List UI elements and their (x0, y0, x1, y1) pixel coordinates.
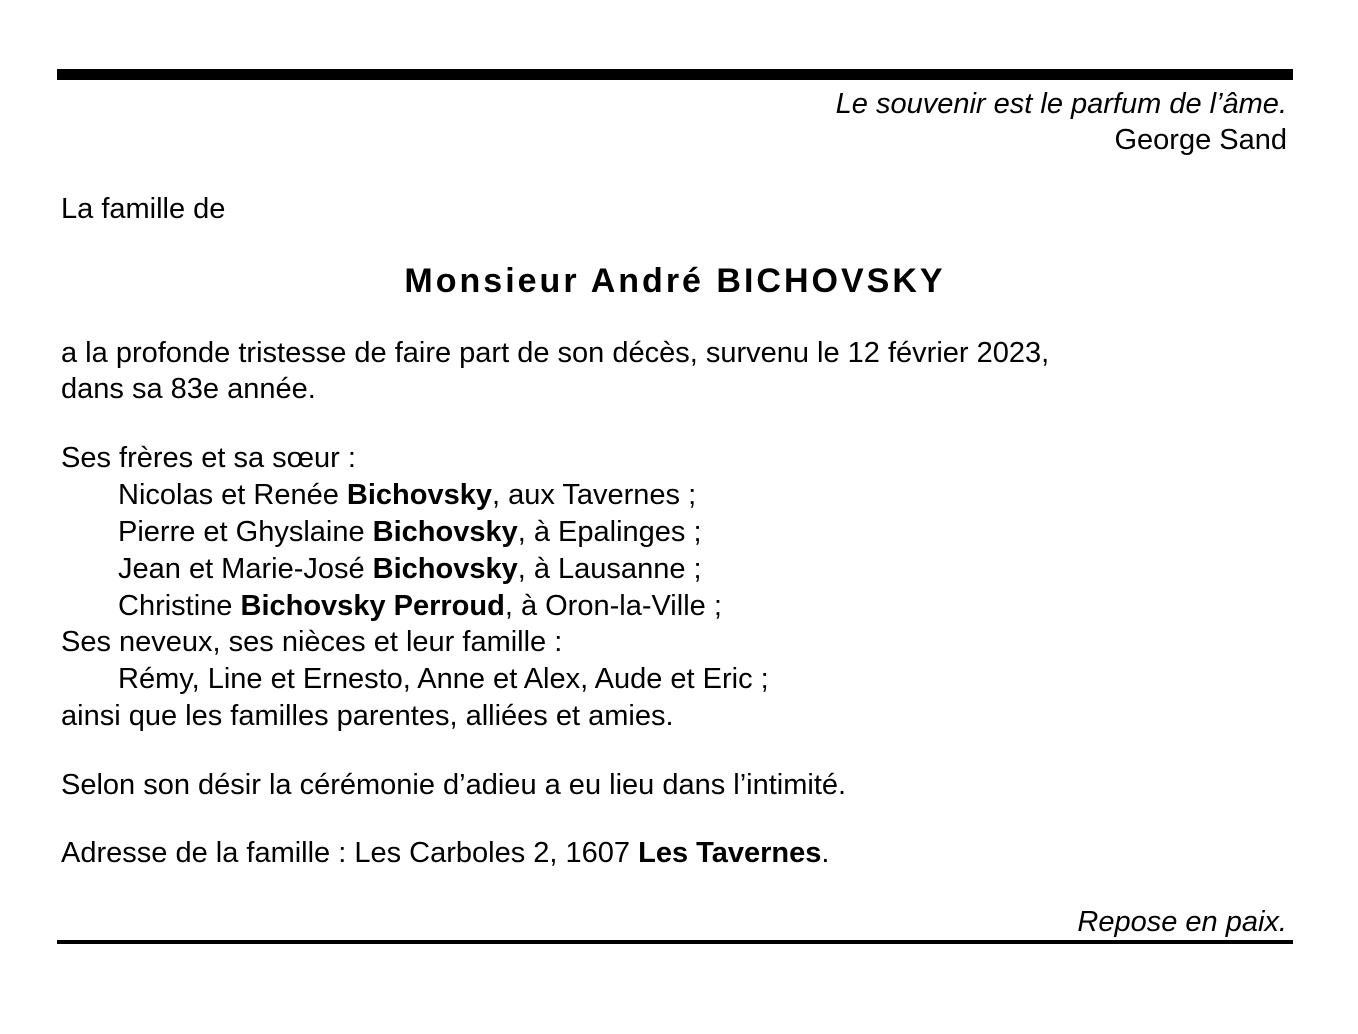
ceremony-text: Selon son désir la cérémonie d’adieu a eu lieu dans l’intimité. (61, 769, 847, 801)
deceased-name: Monsieur André BICHOVSKY (404, 262, 946, 300)
epigraph-author: George Sand (1114, 124, 1287, 156)
sibling-entry: Nicolas et Renée Bichovsky, aux Tavernes ; (118, 479, 697, 511)
top-divider (57, 69, 1293, 80)
nephews-heading: Ses neveux, ses nièces et leur famille : (61, 626, 563, 658)
closing-text: Repose en paix. (1077, 906, 1287, 938)
announcement-line-2: dans sa 83e année. (61, 373, 316, 405)
sibling-entry: Pierre et Ghyslaine Bichovsky, à Epalinges ; (118, 516, 702, 548)
intro-text: La famille de (61, 193, 226, 225)
bottom-divider (57, 940, 1293, 944)
siblings-heading: Ses frères et sa sœur : (61, 442, 356, 474)
nephews-names: Rémy, Line et Ernesto, Anne et Alex, Aude et Eric ; (118, 663, 769, 695)
families-line: ainsi que les familles parentes, alliées et amies. (61, 700, 674, 732)
sibling-entry: Jean et Marie-José Bichovsky, à Lausanne ; (118, 553, 702, 585)
epigraph-quote: Le souvenir est le parfum de l’âme. (835, 88, 1287, 120)
sibling-entry: Christine Bichovsky Perroud, à Oron-la-Ville ; (118, 590, 722, 622)
announcement-line-1: a la profonde tristesse de faire part de son décès, survenu le 12 février 2023, (61, 337, 1050, 369)
family-address: Adresse de la famille : Les Carboles 2, 1607 Les Tavernes. (61, 837, 830, 869)
